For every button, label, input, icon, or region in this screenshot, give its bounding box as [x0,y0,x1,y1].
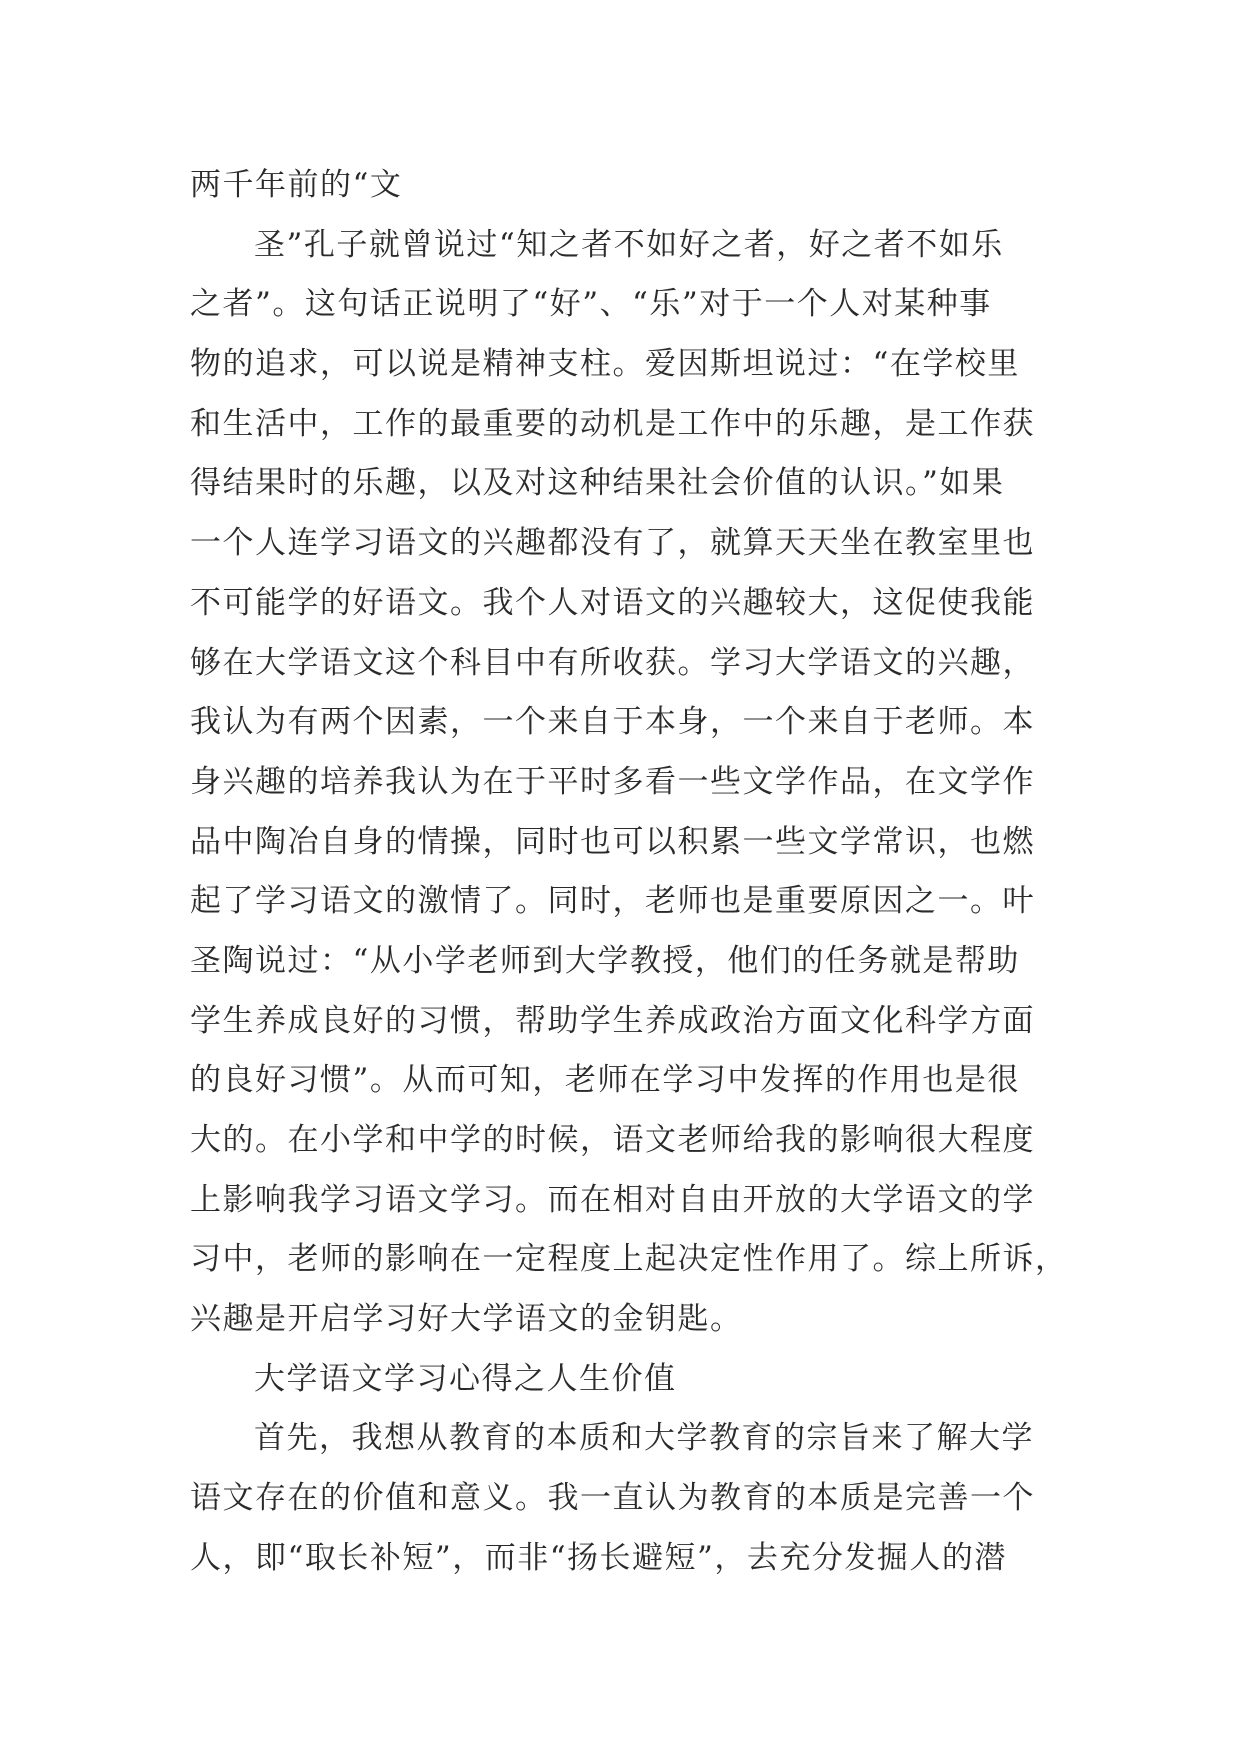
text-line: 人，即“取长补短”，而非“扬长避短”，去充分发掘人的潜 [190,1539,1007,1576]
text-line: 不可能学的好语文。我个人对语文的兴趣较大，这促使我能 [190,584,1035,621]
text-line: 语文存在的价值和意义。我一直认为教育的本质是完善一个 [190,1480,1035,1517]
text-line: 我认为有两个因素，一个来自于本身，一个来自于老师。本 [190,704,1035,741]
text-line: 兴趣是开启学习好大学语文的金钥匙。 [190,1301,743,1338]
text-line: 得结果时的乐趣，以及对这种结果社会价值的认识。”如果 [190,465,1005,502]
text-line: 圣陶说过：“从小学老师到大学教授，他们的任务就是帮助 [190,942,1020,979]
text-line: 上影响我学习语文学习。而在相对自由开放的大学语文的学 [190,1181,1035,1218]
text-line: 首先，我想从教育的本质和大学教育的宗旨来了解大学 [254,1420,1034,1457]
body-text [190,156,1070,1589]
text-line: 物的追求，可以说是精神支柱。爱因斯坦说过：“在学校里 [190,346,1020,383]
text-line: 学生养成良好的习惯，帮助学生养成政治方面文化科学方面 [190,1002,1035,1039]
text-line: 圣”孔子就曾说过“知之者不如好之者，好之者不如乐 [254,226,1004,263]
text-line: 和生活中，工作的最重要的动机是工作中的乐趣，是工作获 [190,405,1035,442]
text-line: 大的。在小学和中学的时候，语文老师给我的影响很大程度 [190,1122,1035,1158]
text-line: 起了学习语文的激情了。同时，老师也是重要原因之一。叶 [190,883,1035,920]
text-line: 够在大学语文这个科目中有所收获。学习大学语文的兴趣， [190,644,1035,681]
text-line: 之者”。这句话正说明了“好”、“乐”对于一个人对某种事 [190,286,992,323]
text-line: 的良好习惯”。从而可知，老师在学习中发挥的作用也是很 [190,1062,1020,1099]
text-line: 品中陶冶自身的情操，同时也可以积累一些文学常识，也燃 [190,823,1035,860]
text-line: 两千年前的“文 [190,167,403,203]
section-heading: 大学语文学习心得之人生价值 [254,1360,677,1397]
text-line: 一个人连学习语文的兴趣都没有了，就算天天坐在教室里也 [190,525,1035,562]
text-line: 身兴趣的培养我认为在于平时多看一些文学作品，在文学作 [190,763,1035,800]
text-line: 习中，老师的影响在一定程度上起决定性作用了。综上所诉， [190,1241,1068,1278]
